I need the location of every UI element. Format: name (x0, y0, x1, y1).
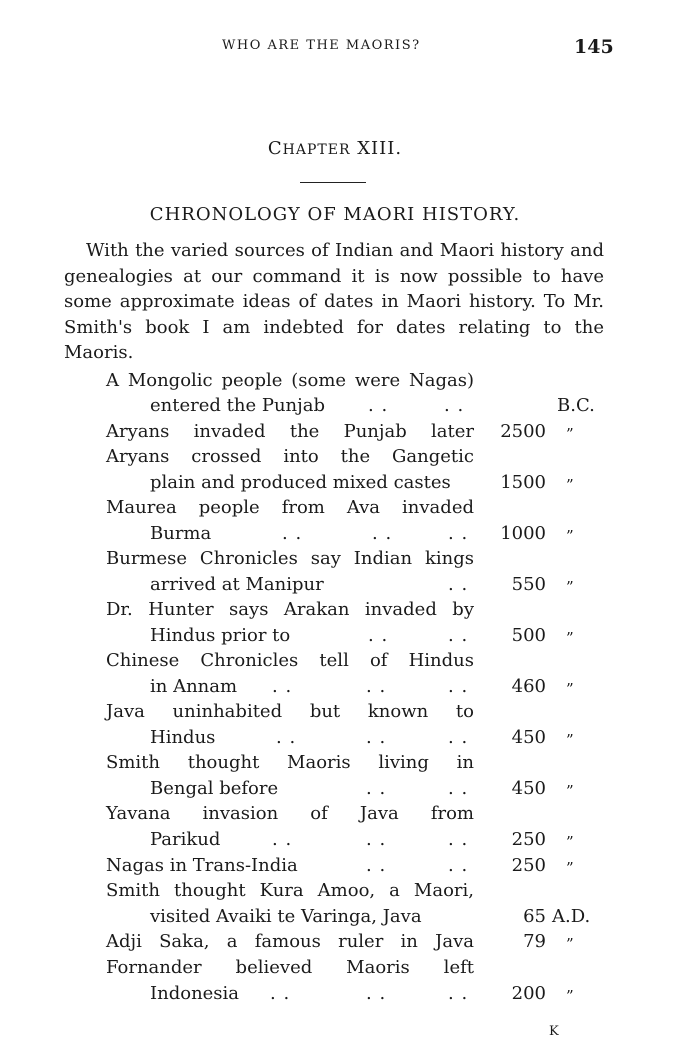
entry-description: Aryans crossed into the Gangetic (106, 446, 474, 467)
section-title: CHRONOLOGY OF MAORI HISTORY. (149, 204, 521, 225)
leader-dots: . . (366, 855, 387, 876)
entry-8-line-2 (0, 727, 700, 753)
leader-dots: . . (448, 778, 469, 799)
entry-year: 79 (523, 931, 546, 952)
entry-10-line-1 (0, 803, 700, 829)
entry-description-continued: arrived at Manipur (150, 574, 324, 595)
entry-description: Nagas in Trans-India (106, 855, 298, 876)
leader-dots: . . (366, 983, 387, 1004)
entry-era: ” (566, 629, 574, 647)
entry-description: Dr. Hunter says Arakan invaded by (106, 599, 474, 620)
entry-13 (0, 931, 700, 957)
entry-era: ” (566, 476, 574, 494)
entry-year: 500 (511, 625, 546, 646)
entry-year: 1000 (500, 523, 546, 544)
leader-dots: . . (366, 829, 387, 850)
entry-era: A.D. (552, 906, 591, 927)
leader-dots: . . (448, 523, 469, 544)
running-head (0, 36, 700, 60)
entry-7-line-2 (0, 676, 700, 702)
entry-era: ” (566, 935, 574, 953)
entry-5-line-2 (0, 574, 700, 600)
entry-14-line-2 (0, 983, 700, 1009)
chapter-number: XIII. (357, 138, 403, 159)
entry-9-line-1 (0, 752, 700, 778)
entry-description: Smith thought Maoris living in (106, 752, 474, 773)
leader-dots: . . (372, 523, 393, 544)
leader-dots: . . (366, 727, 387, 748)
entry-description: Burmese Chronicles say Indian kings (106, 548, 474, 569)
entry-description: Adji Saka, a famous ruler in Java (106, 931, 474, 952)
leader-dots: . . (366, 778, 387, 799)
running-title: WHO ARE THE MAORIS? (222, 38, 421, 53)
entry-description: Java uninhabited but known to (106, 701, 474, 722)
entry-description: Chinese Chronicles tell of Hindus (106, 650, 474, 671)
entry-6-line-1 (0, 599, 700, 625)
entry-10-line-2 (0, 829, 700, 855)
entry-14-line-1 (0, 957, 700, 983)
entry-era: ” (566, 987, 574, 1005)
entry-era: ” (566, 782, 574, 800)
entry-4-line-1 (0, 497, 700, 523)
leader-dots: . . (448, 829, 469, 850)
entry-description-continued: Hindus (150, 727, 216, 748)
leader-dots: . . (448, 855, 469, 876)
entry-era: ” (566, 578, 574, 596)
divider-rule (300, 182, 366, 183)
entry-era: ” (566, 680, 574, 698)
entry-description: Smith thought Kura Amoo, a Maori, (106, 880, 474, 901)
entry-year: 1500 (500, 472, 546, 493)
entry-year: 200 (511, 983, 546, 1004)
entry-description: Fornander believed Maoris left (106, 957, 474, 978)
entry-7-line-1 (0, 650, 700, 676)
entry-description-continued: in Annam (150, 676, 238, 697)
entry-description: Maurea people from Ava invaded (106, 497, 474, 518)
entry-era: B.C. (557, 395, 595, 416)
entry-description-continued: Indonesia (150, 983, 240, 1004)
chapter-label (0, 138, 670, 159)
leader-dots: . . (368, 625, 389, 646)
entry-description-continued: plain and produced mixed castes (150, 472, 451, 493)
entry-12-line-2 (0, 906, 700, 932)
leader-dots: . . (448, 727, 469, 748)
page-number: 145 (574, 36, 614, 58)
entry-era: ” (566, 731, 574, 749)
entry-12-line-1 (0, 880, 700, 906)
entry-description-continued: entered the Punjab (150, 395, 325, 416)
leader-dots: . . (448, 983, 469, 1004)
signature-mark: K (549, 1024, 559, 1039)
entry-8-line-1 (0, 701, 700, 727)
entry-year: 460 (511, 676, 546, 697)
entry-description: Yavana invasion of Java from (106, 803, 474, 824)
entry-year: 450 (511, 727, 546, 748)
entry-6-line-2 (0, 625, 700, 651)
chapter-label-smallcaps: HAPTER (282, 142, 351, 158)
entry-1-line-1 (0, 370, 700, 396)
entry-description-continued: Parikud (150, 829, 221, 850)
entry-year: 250 (511, 829, 546, 850)
entry-year: 2500 (500, 421, 546, 442)
entry-2 (0, 421, 700, 447)
entry-5-line-1 (0, 548, 700, 574)
entry-year: 250 (511, 855, 546, 876)
leader-dots: . . (448, 574, 469, 595)
entry-year: 450 (511, 778, 546, 799)
entry-description: A Mongolic people (some were Nagas) (106, 370, 474, 391)
entry-description-continued: Bengal before (150, 778, 279, 799)
leader-dots: . . (276, 727, 297, 748)
leader-dots: . . (272, 829, 293, 850)
chapter-label-initial: C (267, 138, 283, 159)
entry-3-line-2 (0, 472, 700, 498)
entry-year: 65 (523, 906, 546, 927)
entry-era: ” (566, 425, 574, 443)
entry-era: ” (566, 527, 574, 545)
leader-dots: . . (448, 625, 469, 646)
entry-era: ” (566, 833, 574, 851)
leader-dots: . . (282, 523, 303, 544)
entry-description-continued: visited Avaiki te Varinga, Java (150, 906, 422, 927)
entry-description-continued: Burma (150, 523, 212, 544)
entry-era: ” (566, 859, 574, 877)
entry-9-line-2 (0, 778, 700, 804)
entry-description: Aryans invaded the Punjab later (106, 421, 474, 442)
entry-1-line-2 (0, 395, 700, 421)
entry-11 (0, 855, 700, 881)
leader-dots: . . (272, 676, 293, 697)
entry-year: 550 (511, 574, 546, 595)
leader-dots: . . (368, 395, 389, 416)
leader-dots: . . (366, 676, 387, 697)
entry-description-continued: Hindus prior to (150, 625, 291, 646)
entry-3-line-1 (0, 446, 700, 472)
entry-4-line-2 (0, 523, 700, 549)
intro-paragraph: With the varied sources of Indian and Maori history and genealogies at our command it is now possible to have some approximate ideas of dates in Maori history. To Mr. Smith's book I am indebted for dates relating to the Maoris. (64, 240, 604, 363)
leader-dots: . . (448, 676, 469, 697)
leader-dots: . . (444, 395, 465, 416)
leader-dots: . . (270, 983, 291, 1004)
